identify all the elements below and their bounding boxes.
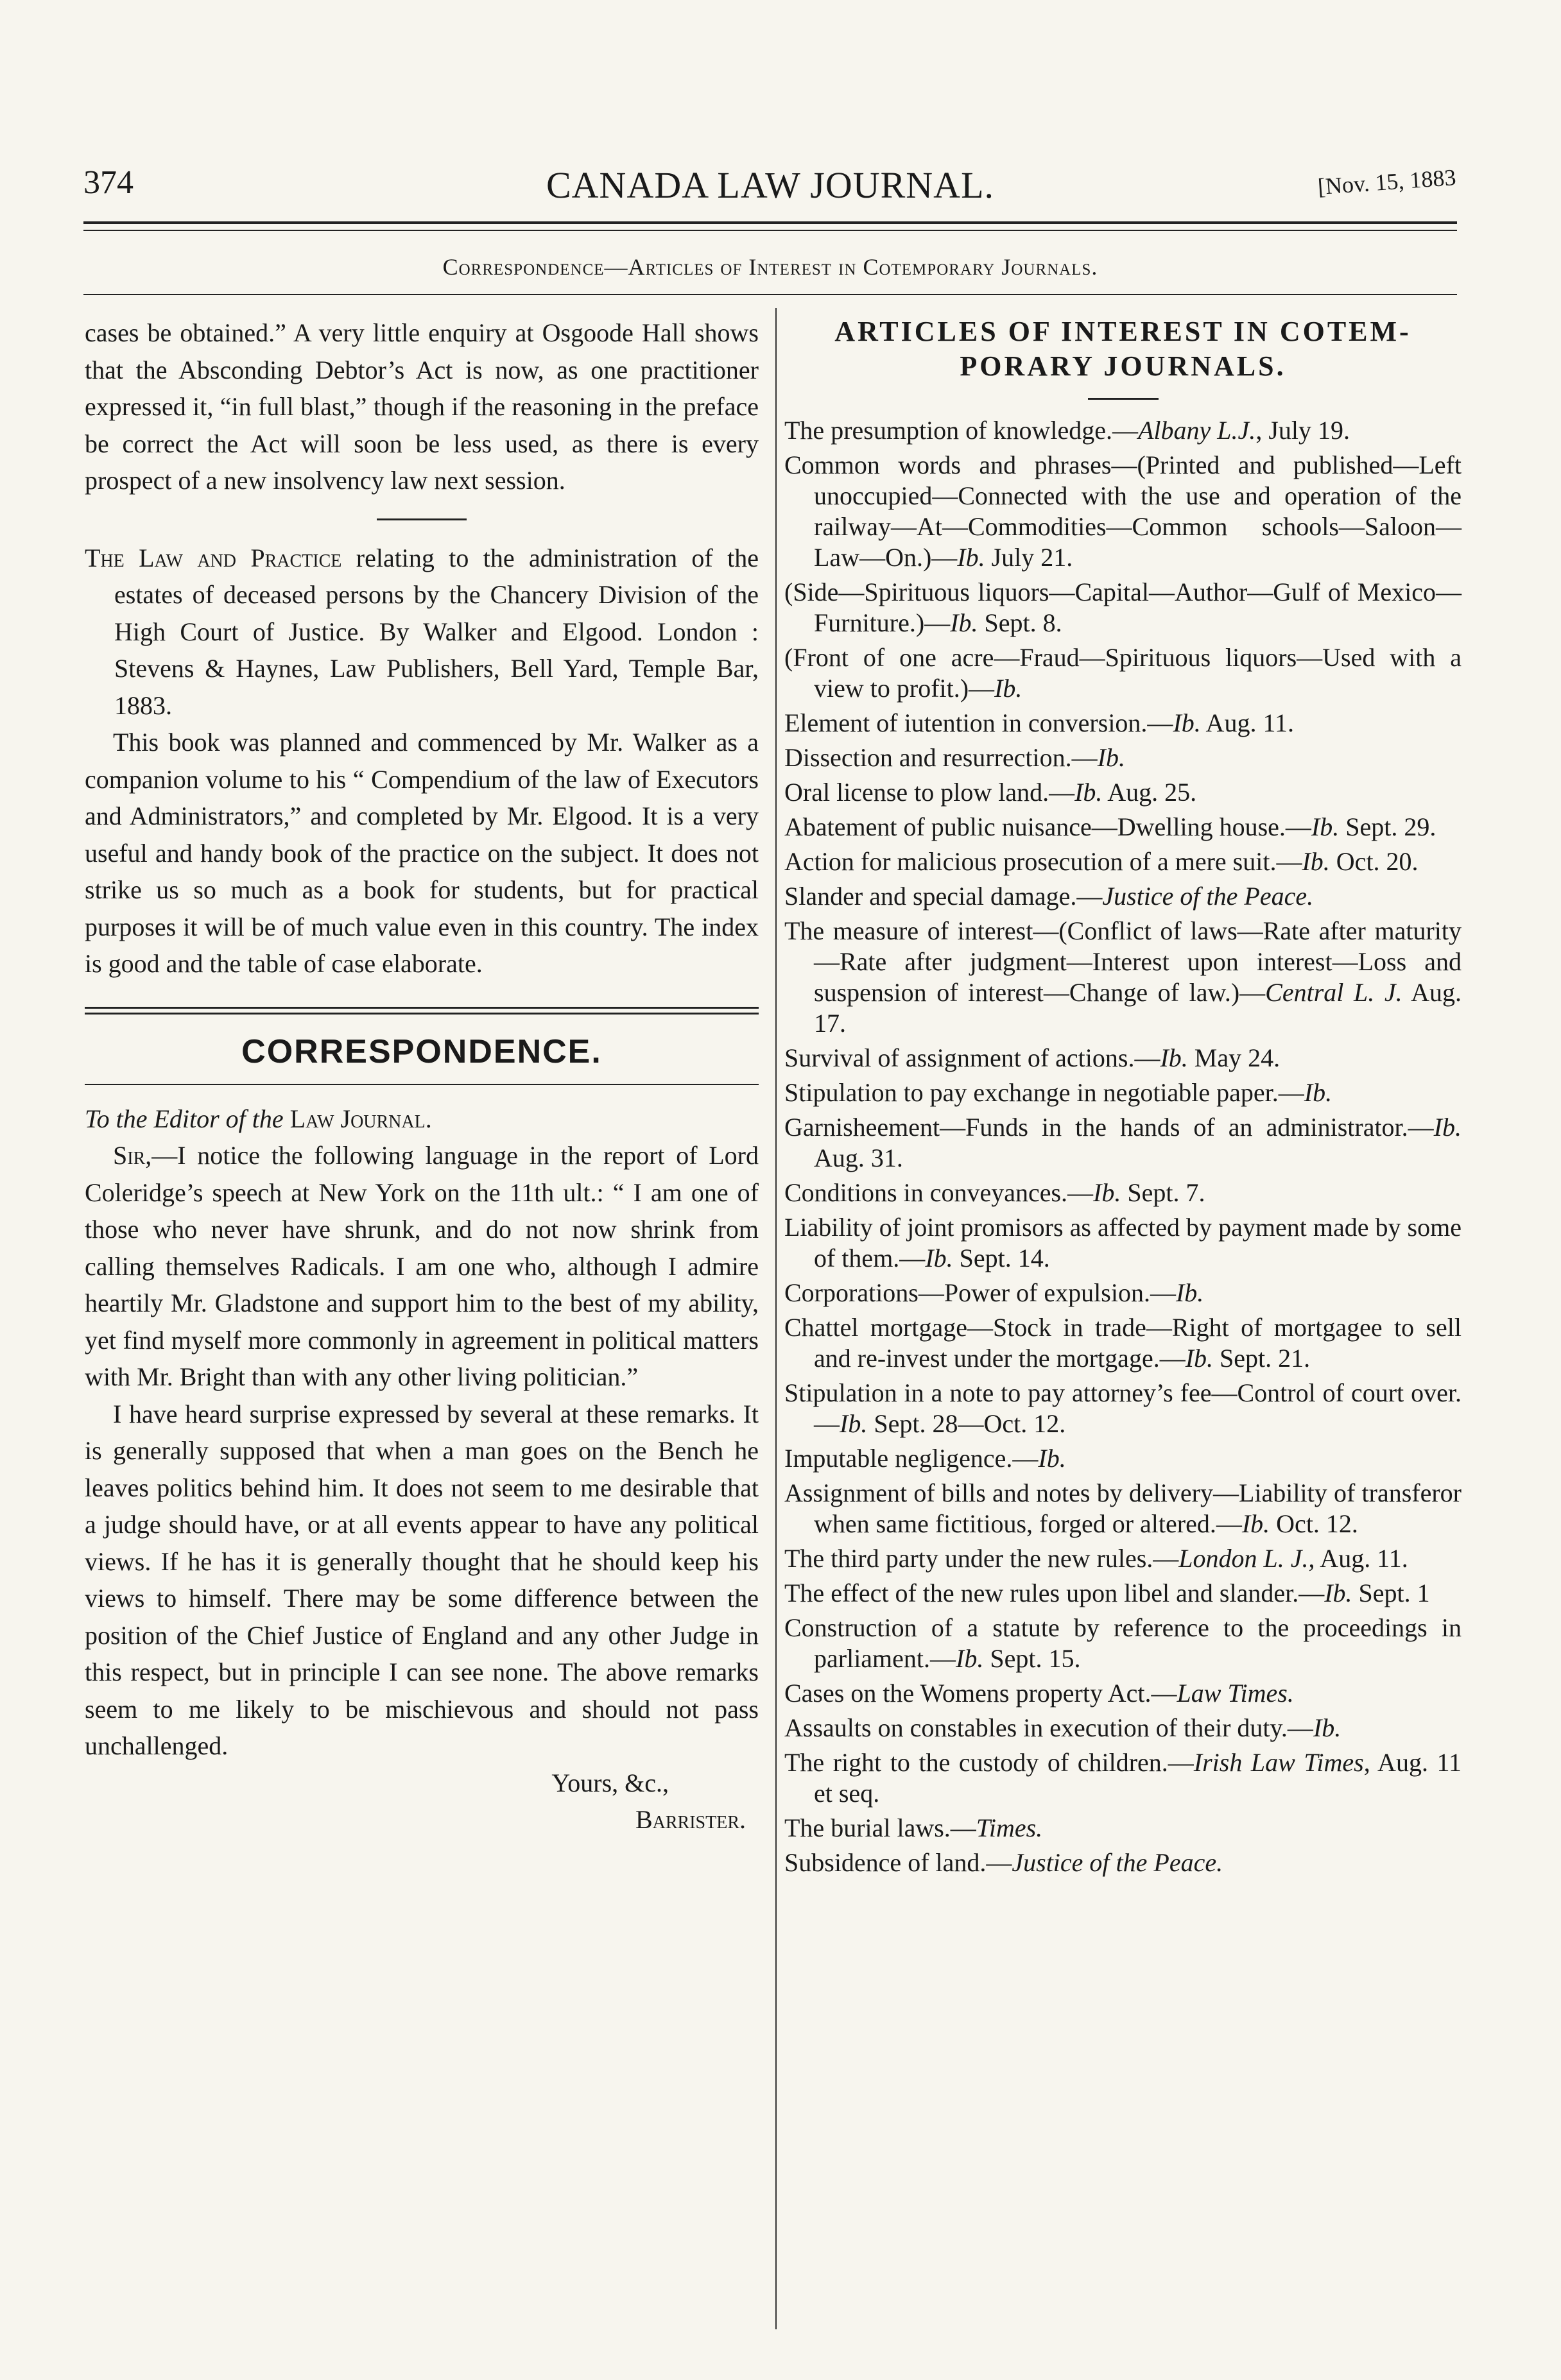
article-date: , Aug. 11 et seq. (814, 1748, 1462, 1808)
article-date: Aug. 25. (1102, 778, 1197, 807)
article-source: Ib. (1097, 743, 1125, 772)
article-title: The effect of the new rules upon libel and slander.— (784, 1579, 1325, 1607)
letter-paragraph-1-text: —I notice the following language in the report of Lord Coleridge’s speech at New York on the 11th ult.: “ I am one of those who never have shrunk, and do not now shrink from calling themselves Radicals. I am one who, although I admire heartily Mr. Gladstone and support him to the best of my ability, yet find myself more commonly in agreement in political matters with Mr. Bright than with any other living politician.” (85, 1141, 759, 1391)
article-entry (784, 1278, 1462, 1308)
article-entry (784, 450, 1462, 573)
running-head: Correspondence—Articles of Interest in Cotemporary Journals. (442, 254, 1098, 280)
article-date: Oct. 20. (1329, 847, 1419, 876)
header-rule-top (83, 221, 1457, 224)
articles-heading-line1: ARTICLES OF INTEREST IN COTEM- (834, 316, 1411, 347)
article-entry (784, 1578, 1462, 1609)
book-reference (85, 540, 759, 724)
article-entry (784, 577, 1462, 638)
article-source: Ib. (1173, 708, 1201, 737)
double-rule (85, 1007, 759, 1014)
article-date: Sept. 8. (978, 608, 1062, 637)
article-source: Ib. (1160, 1043, 1188, 1072)
article-title: Assaults on constables in execution of their duty.— (784, 1713, 1313, 1742)
article-date: Aug. 31. (814, 1143, 903, 1172)
header-rule-bottom (83, 230, 1457, 231)
paragraph-absconding-debtors: cases be obtained.” A very little enquiry at Osgoode Hall shows that the Absconding Debtor’s Act is now, as one practitioner expressed it, “in full blast,” though if the reasoning in the preface be correct the Act will soon be less used, as there is every prospect of a new insolvency law next session. (85, 318, 759, 495)
book-review: This book was planned and commenced by Mr. Walker as a companion volume to his “ Compendium of the law of Executors and Administrators,” and completed by Mr. Elgood. It is a very useful and handy book of the practice on the subject. It does not strike us so much as a book for students, but for practical purposes it will be of much value even in this country. The index is good and the table of case elaborate. (85, 728, 759, 978)
article-title: Imputable negligence.— (784, 1444, 1039, 1473)
article-date: July 21. (985, 543, 1073, 572)
article-entry (784, 881, 1462, 912)
letter-salutation (85, 1100, 759, 1138)
article-title: Chattel mortgage—Stock in trade—Right of mortgagee to sell and re-invest under the mortgage.— (784, 1313, 1462, 1373)
article-entry (784, 642, 1462, 704)
article-source: Ib. (1038, 1444, 1066, 1473)
article-source: Times. (976, 1813, 1043, 1842)
article-title: Survival of assignment of actions.— (784, 1043, 1160, 1072)
article-source: Ib. (1302, 847, 1330, 876)
article-entry (784, 708, 1462, 739)
article-title: Corporations—Power of expulsion.— (784, 1278, 1176, 1307)
running-head-rule (83, 294, 1457, 295)
articles-list (784, 415, 1462, 1878)
article-source: Irish Law Times (1193, 1748, 1364, 1777)
issue-date: [Nov. 15, 1883 (1317, 164, 1457, 200)
article-source: Justice of the Peace. (1012, 1848, 1223, 1877)
article-entry (784, 846, 1462, 877)
article-date: Sept. 28—Oct. 12. (867, 1409, 1066, 1438)
column-divider (775, 308, 777, 2329)
articles-heading-line2: PORARY JOURNALS. (960, 350, 1286, 382)
article-source: Ib. (1175, 1278, 1204, 1307)
article-entry (784, 415, 1462, 446)
article-entry (784, 1813, 1462, 1844)
article-title: Stipulation in a note to pay attorney’s fee—Control of court over.— (784, 1378, 1462, 1438)
article-date: Sept. 7. (1121, 1178, 1205, 1207)
article-entry (784, 916, 1462, 1039)
article-source: Ib. (1313, 1713, 1341, 1742)
article-title: Abatement of public nuisance—Dwelling house.— (784, 812, 1311, 841)
letter-paragraph-1 (85, 1137, 759, 1396)
left-column (85, 314, 759, 1838)
article-title: The presumption of knowledge.— (784, 416, 1138, 445)
article-title: Garnisheement—Funds in the hands of an administrator.— (784, 1113, 1434, 1142)
book-details: relating to the administration of the estates of deceased persons by the Chancery Division of the High Court of Justice. By Walker and Elgood. London : Stevens & Haynes, Law Publishers, Bell Yard, Temple Bar, 1883. (114, 543, 759, 720)
correspondence-rule (85, 1084, 759, 1085)
article-title: Common words and phrases—(Printed and published—Left unoccupied—Connected with the use and operation of the railway—At—Commodities—Common schools—Saloon—Law—On.)— (784, 450, 1462, 572)
letter-paragraph-2: I have heard surprise expressed by several at these remarks. It is generally supposed that when a man goes on the Bench he leaves politics behind him. It does not seem to me desirable that a judge should have, or at all events appear to have any political views. If he has it is generally thought that he should keep his views to himself. There may be some difference between the position of the Chief Justice of England and any other Judge in this respect, but in principle I can see none. The above remarks seem to me likely to be mischievous and should not pass unchallenged. (85, 1399, 759, 1760)
article-source: Albany L.J. (1138, 416, 1256, 445)
article-entry (784, 1543, 1462, 1574)
article-date: Sept. 21. (1213, 1344, 1311, 1373)
article-source: Ib. (1093, 1178, 1121, 1207)
article-title: Element of iutention in conversion.— (784, 708, 1173, 737)
article-entry (784, 777, 1462, 808)
article-title: The measure of interest—(Conflict of laws—Rate after maturity—Rate after judgment—Interest upon interest—Loss and suspension of interest—Change of law.)— (784, 916, 1462, 1007)
page-header (83, 164, 1457, 215)
article-date: Sept. 1 (1352, 1579, 1430, 1607)
article-title: Action for malicious prosecution of a mere suit.— (784, 847, 1302, 876)
article-entry (784, 742, 1462, 773)
article-date: , July 19. (1255, 416, 1350, 445)
article-source: Ib. (1241, 1509, 1270, 1538)
section-divider (377, 518, 467, 520)
article-entry (784, 1678, 1462, 1709)
closing: Yours, &c., (551, 1768, 669, 1797)
article-title: Stipulation to pay exchange in negotiable paper.— (784, 1078, 1304, 1107)
article-title: Slander and special damage.— (784, 882, 1103, 911)
article-title: Liability of joint promisors as affected by payment made by some of them.— (784, 1213, 1462, 1272)
article-source: Ib. (994, 674, 1022, 703)
article-source: Ib. (957, 543, 985, 572)
article-title: The burial laws.— (784, 1813, 976, 1842)
article-entry (784, 812, 1462, 843)
article-entry (784, 1847, 1462, 1878)
article-date: Sept. 14. (953, 1244, 1050, 1272)
article-entry (784, 1312, 1462, 1374)
letter-sir: Sir, (113, 1141, 152, 1170)
article-entry (784, 1077, 1462, 1108)
article-title: (Front of one acre—Fraud—Spirituous liquors—Used with a view to profit.)— (784, 643, 1462, 703)
article-date: Sept. 29. (1339, 812, 1436, 841)
article-entry (784, 1177, 1462, 1208)
article-title: Construction of a statute by reference to the proceedings in parliament.— (784, 1613, 1462, 1673)
article-date: Oct. 12. (1270, 1509, 1358, 1538)
article-source: Ib. (950, 608, 978, 637)
article-date: , Aug. 11. (1308, 1544, 1408, 1573)
right-column (784, 314, 1462, 1882)
article-source: Ib. (1185, 1344, 1214, 1373)
article-title: Conditions in conveyances.— (784, 1178, 1094, 1207)
article-date: Sept. 15. (983, 1644, 1081, 1673)
article-entry (784, 1378, 1462, 1439)
article-entry (784, 1443, 1462, 1474)
article-source: Justice of the Peace. (1102, 882, 1314, 911)
article-entry (784, 1478, 1462, 1539)
article-date: Aug. 17. (814, 978, 1462, 1038)
salutation-italic: To the Editor of the (85, 1104, 290, 1133)
article-entry (784, 1043, 1462, 1074)
article-source: Ib. (1324, 1579, 1352, 1607)
article-source: Ib. (925, 1244, 953, 1272)
article-entry (784, 1713, 1462, 1743)
article-source: Ib. (1311, 812, 1340, 841)
salutation-journal: Law Journal. (289, 1104, 432, 1133)
article-entry (784, 1747, 1462, 1809)
article-source: Law Times. (1177, 1679, 1294, 1708)
article-entry (784, 1613, 1462, 1674)
letter-signature (85, 1765, 759, 1838)
article-source: Central L. J. (1265, 978, 1402, 1007)
article-source: Ib. (956, 1644, 984, 1673)
book-title: The Law and Practice (85, 543, 342, 572)
journal-title: CANADA LAW JOURNAL. (546, 164, 994, 206)
articles-divider (1088, 398, 1159, 400)
article-title: Cases on the Womens property Act.— (784, 1679, 1177, 1708)
page-number: 374 (83, 164, 134, 201)
signature-name: Barrister. (635, 1804, 746, 1834)
article-source: Ib. (1074, 778, 1103, 807)
article-title: Dissection and resurrection.— (784, 743, 1098, 772)
article-title: (Side—Spirituous liquors—Capital—Author—Gulf of Mexico—Furniture.)— (784, 578, 1462, 637)
article-entry (784, 1112, 1462, 1174)
article-source: London L. J. (1178, 1544, 1309, 1573)
article-date: Aug. 11. (1200, 708, 1294, 737)
article-title: Assignment of bills and notes by delivery—Liability of transferor when same fictitious, forged or altered.— (784, 1478, 1462, 1538)
correspondence-heading: CORRESPONDENCE. (241, 1032, 602, 1070)
article-source: Ib. (1304, 1078, 1332, 1107)
article-date: May 24. (1187, 1043, 1281, 1072)
article-entry (784, 1212, 1462, 1274)
article-title: The right to the custody of children.— (784, 1748, 1194, 1777)
article-title: Oral license to plow land.— (784, 778, 1075, 807)
article-source: Ib. (1433, 1113, 1462, 1142)
article-title: Subsidence of land.— (784, 1848, 1012, 1877)
article-title: The third party under the new rules.— (784, 1544, 1179, 1573)
article-source: Ib. (840, 1409, 868, 1438)
